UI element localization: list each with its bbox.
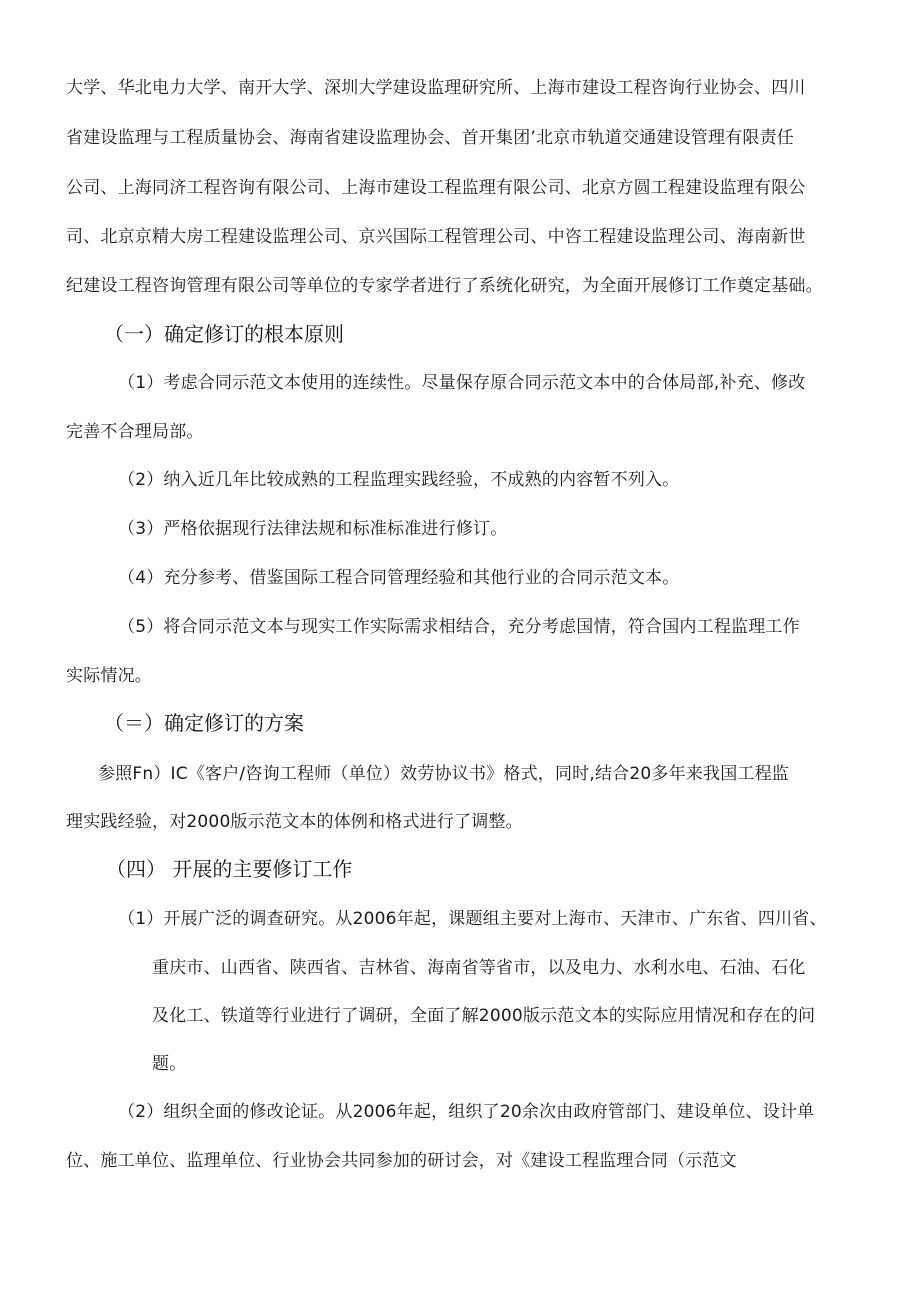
section-heading-plan: （＝）确定修订的方案 [104, 711, 304, 735]
intro-line-2: 省建设监理与工程质量协会、海南省建设监理协会、首开集团’北京市轨道交通建设管理有限责任 [66, 128, 795, 148]
work-item-2-cont: 位、施工单位、监理单位、行业协会共同参加的研讨会，对《建设工程监理合同（示范文 [66, 1151, 737, 1171]
principle-item-5: （5）将合同示范文本与现实工作实际需求相结合，充分考虑国情，符合国内工程监理工作 [118, 617, 800, 637]
intro-line-3: 公司、上海同济工程咨询有限公司、上海市建设工程监理有限公司、北京方圆工程建设监理有限公 [66, 178, 806, 198]
principle-item-3: （3）严格依据现行法律法规和标准标准进行修订。 [118, 519, 508, 539]
section-heading-work: （四） 开展的主要修订工作 [106, 857, 353, 881]
principle-item-2: （2）纳入近几年比较成熟的工程监理实践经验，不成熟的内容暂不列入。 [118, 470, 680, 490]
intro-line-1: 大学、华北电力大学、南开大学、深圳大学建设监理研究所、上海市建设工程咨询行业协会、四川 [66, 78, 806, 98]
principle-item-1: （1）考虑合同示范文本使用的连续性。尽量保存原合同示范文本中的合体局部,补充、修改 [118, 373, 806, 393]
plan-line-1: 参照Fn）IC《客户/咨询工程师（单位）效劳协议书》格式，同时,结合20多年来我国工程监 [98, 764, 789, 784]
work-item-1-cont-3: 题。 [152, 1054, 187, 1074]
principle-item-4: （4）充分参考、借鉴国际工程合同管理经验和其他行业的合同示范文本。 [118, 568, 680, 588]
principle-item-5-cont: 实际情况。 [66, 666, 152, 686]
plan-line-2: 理实践经验，对2000版示范文本的体例和格式进行了调整。 [66, 812, 523, 832]
work-item-2: （2）组织全面的修改论证。从2006年起，组织了20余次由政府管部门、建设单位、设计单 [118, 1102, 815, 1122]
intro-line-5: 纪建设工程咨询管理有限公司等单位的专家学者进行了系统化研究，为全面开展修订工作奠定基础。 [66, 276, 823, 296]
work-item-1-cont-2: 及化工、铁道等行业进行了调研，全面了解2000版示范文本的实际应用情况和存在的问 [152, 1006, 816, 1026]
section-heading-principles: （一）确定修订的根本原则 [104, 322, 344, 346]
intro-line-4: 司、北京京精大房工程建设监理公司、京兴国际工程管理公司、中咨工程建设监理公司、海南新世 [66, 227, 806, 247]
work-item-1: （1）开展广泛的调查研究。从2006年起，课题组主要对上海市、天津市、广东省、四川省、 [118, 909, 827, 929]
principle-item-1-cont: 完善不合理局部。 [66, 422, 204, 442]
work-item-1-cont-1: 重庆市、山西省、陕西省、吉林省、海南省等省市，以及电力、水利水电、石油、石化 [152, 958, 806, 978]
